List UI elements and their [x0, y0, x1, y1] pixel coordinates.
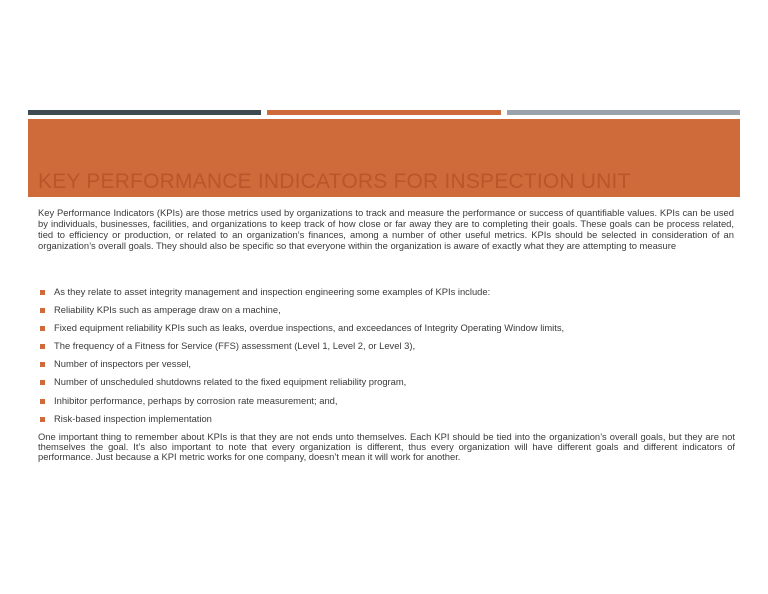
- bullet-text: Reliability KPIs such as amperage draw on a machine,: [54, 304, 281, 316]
- square-bullet-icon: [40, 290, 45, 295]
- bullet-item: [38, 355, 738, 373]
- accent-bar-dark: [28, 110, 261, 115]
- bullet-item: [38, 301, 738, 319]
- bullet-text: Fixed equipment reliability KPIs such as leaks, overdue inspections, and exceedances of Integrity Operating Window limits,: [54, 322, 565, 334]
- square-bullet-icon: [40, 344, 45, 349]
- bullet-text: Risk-based inspection implementation: [54, 412, 212, 424]
- bullet-text: Number of unscheduled shutdowns related to the fixed equipment reliability program,: [54, 376, 407, 388]
- square-bullet-icon: [40, 326, 45, 331]
- closing-paragraph: One important thing to remember about KPIs is that they are not ends unto themselves. Each KPI should be tied into the organization’s overall goals, but they are not themselves the goal. It’s also important to note that every organization is different, thus every organization will have different goals and different indicators of performance. Just because a KPI metric works for one company, doesn’t mean it will work for another.: [38, 431, 735, 462]
- bullet-item: [38, 410, 738, 428]
- square-bullet-icon: [40, 362, 45, 367]
- bullet-item: [38, 337, 738, 355]
- square-bullet-icon: [40, 308, 45, 313]
- slide-title: KEY PERFORMANCE INDICATORS FOR INSPECTION UNIT: [38, 170, 631, 193]
- bullet-text: The frequency of a Fitness for Service (FFS) assessment (Level 1, Level 2, or Level 3),: [54, 340, 416, 352]
- accent-bar-orange: [267, 110, 501, 115]
- square-bullet-icon: [40, 380, 45, 385]
- bullet-item: [38, 392, 738, 410]
- bullet-item: [38, 319, 738, 337]
- bullet-text: Number of inspectors per vessel,: [54, 358, 192, 370]
- bullet-text: Inhibitor performance, perhaps by corrosion rate measurement; and,: [54, 394, 338, 406]
- bullet-item: [38, 373, 738, 391]
- bullet-list: [38, 283, 738, 428]
- square-bullet-icon: [40, 399, 45, 404]
- intro-paragraph: Key Performance Indicators (KPIs) are those metrics used by organizations to track and measure the performance or success of quantifiable values. KPIs can be used by individuals, businesses, facilities, and organizations to keep track of how close or far away they are to completing their goals. These goals can be process related, tied to efficiency or production, or related to an organization’s finances, among a number of other useful metrics. KPIs should be selected in consideration of an organization’s overall goals. They should also be specific so that everyone within the organization is aware of exactly what they are attempting to measure: [38, 207, 734, 251]
- bullet-text: As they relate to asset integrity management and inspection engineering some examples of KPIs include:: [54, 286, 491, 297]
- bullet-item: [38, 283, 738, 301]
- accent-bar-gray: [507, 110, 740, 115]
- square-bullet-icon: [40, 417, 45, 422]
